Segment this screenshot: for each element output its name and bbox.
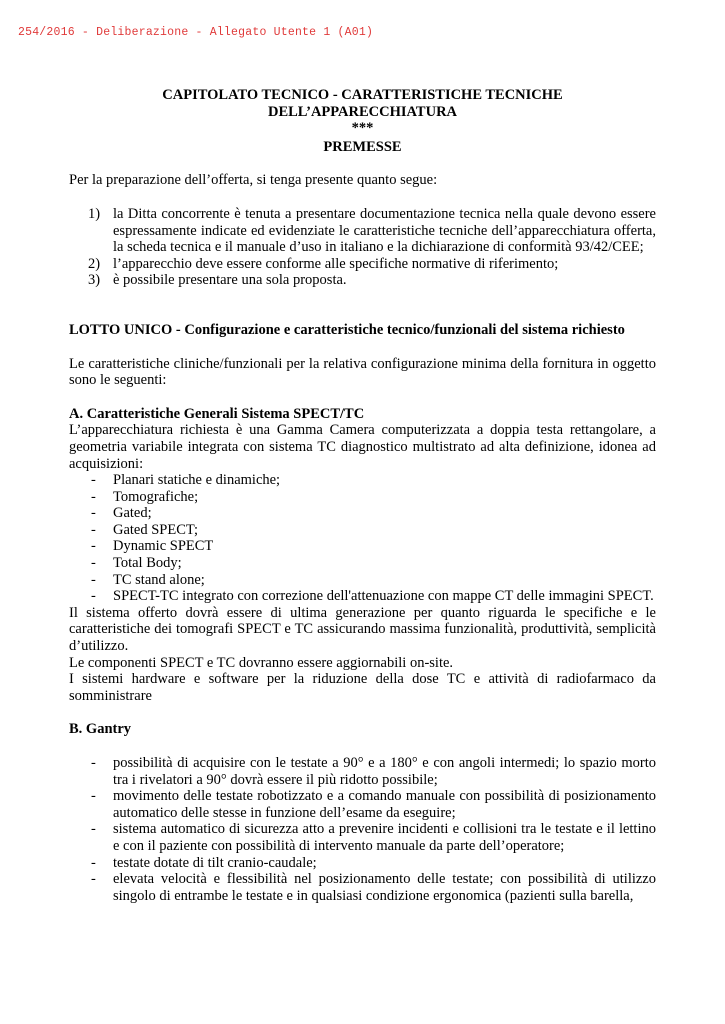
list-item-text: Planari statiche e dinamiche; — [113, 472, 281, 489]
list-item-text: SPECT-TC integrato con correzione dell'attenuazione con mappe CT delle immagini SPECT. — [113, 588, 654, 605]
list-item-text: TC stand alone; — [113, 571, 205, 588]
list-item: - SPECT-TC integrato con correzione dell'attenuazione con mappe CT delle immagini SPECT. — [91, 588, 654, 605]
header-stamp: 254/2016 - Deliberazione - Allegato Utente 1 (A01) — [18, 26, 374, 39]
item-text: la Ditta concorrente è tenuta a presentare documentazione tecnica nella quale devono essere espressamente indicate ed evidenziate le caratteristiche tecniche dell’apparecchiatura offerta, la scheda tecnica e il manuale d’uso in italiano e la dichiarazione di conformità 93/42/CEE; — [113, 205, 656, 256]
list-item: - elevata velocità e flessibilità nel posizionamento delle testate; con possibilità di utilizzo singolo di entrambe le testate e in qualsiasi condizione ergonomica (pazienti sulla barella, — [91, 871, 656, 904]
list-item-text: movimento delle testate robotizzato e a comando manuale con possibilità di posizionamento automatico delle stesse in funzione dell’esame da eseguire; — [113, 788, 656, 821]
list-item-text: Gated; — [113, 505, 152, 522]
list-item-text: Tomografiche; — [113, 488, 199, 505]
item-number: 3) — [88, 272, 101, 289]
lotto-heading: LOTTO UNICO - Configurazione e caratteristiche tecnico/funzionali del sistema richiesto — [69, 321, 625, 338]
document-title-line1: CAPITOLATO TECNICO - CARATTERISTICHE TECNICHE — [162, 87, 563, 103]
section-b-list — [69, 755, 656, 904]
list-item: - sistema automatico di sicurezza atto a prevenire incidenti e collisioni tra le testate e il lettino e con il paziente con possibilità di intervento manuale da parte dell’operatore; — [91, 821, 656, 854]
premesse-list — [69, 206, 656, 289]
list-item-text: Dynamic SPECT — [113, 538, 214, 555]
section-a-paragraph: I sistemi hardware e software per la riduzione della dose TC e attività di radiofarmaco da somministrare — [69, 671, 656, 704]
list-item: - Gated SPECT; — [91, 521, 198, 538]
list-item: - TC stand alone; — [91, 571, 205, 588]
section-a-paragraph: Il sistema offerto dovrà essere di ultima generazione per quanto riguarda le specifiche e le caratteristiche dei tomografi SPECT e TC assicurando massima funzionalità, produttività, semplicità d’utilizzo. — [69, 604, 656, 655]
section-a-paragraph: Le componenti SPECT e TC dovranno essere aggiornabili on-site. — [69, 654, 454, 671]
lotto-intro: Le caratteristiche cliniche/funzionali per la relativa configurazione minima della fornitura in oggetto sono le seguenti: — [69, 355, 656, 389]
list-item-text: Total Body; — [113, 555, 182, 572]
list-item: - Planari statiche e dinamiche; — [91, 472, 281, 489]
title-stars: *** — [351, 120, 374, 137]
item-text: è possibile presentare una sola proposta. — [113, 272, 347, 289]
item-text: l’apparecchio deve essere conforme alle specifiche normative di riferimento; — [113, 255, 559, 272]
document-page — [69, 87, 656, 904]
list-item: - movimento delle testate robotizzato e a comando manuale con possibilità di posizionamento automatico delle stesse in funzione dell’esame da eseguire; — [91, 788, 656, 821]
list-item-text: sistema automatico di sicurezza atto a prevenire incidenti e collisioni tra le testate e il lettino e con il paziente con possibilità di intervento manuale da parte dell’operatore; — [113, 821, 656, 854]
list-item: - possibilità di acquisire con le testate a 90° e a 180° e con angoli intermedi; lo spazio morto tra i rivelatori a 90° dovrà essere il più ridotto possibile; — [91, 755, 656, 788]
list-item-text: possibilità di acquisire con le testate a 90° e a 180° e con angoli intermedi; lo spazio morto tra i rivelatori a 90° dovrà essere il più ridotto possibile; — [113, 755, 656, 788]
premesse-intro: Per la preparazione dell’offerta, si tenga presente quanto segue: — [69, 172, 438, 189]
item-number: 2) — [88, 255, 101, 272]
premesse-heading: PREMESSE — [323, 138, 402, 155]
list-item: - Dynamic SPECT — [91, 538, 214, 555]
list-item-text: elevata velocità e flessibilità nel posizionamento delle testate; con possibilità di utilizzo singolo di entrambe le testate e in qualsiasi condizione ergonomica (pazienti sulla barella, — [113, 871, 656, 904]
item-number: 1) — [88, 205, 101, 222]
document-title-line2: DELL’APPARECCHIATURA — [267, 103, 458, 120]
section-a-intro: L’apparecchiatura richiesta è una Gamma Camera computerizzata a doppia testa rettangolare, a geometria variabile integrata con sistema TC diagnostico multistrato ad alta definizione, idonea ad acquisizioni: — [69, 422, 656, 472]
premesse-item — [69, 272, 656, 289]
list-item: - testate dotate di tilt cranio-caudale; — [91, 854, 317, 871]
section-a-heading: A. Caratteristiche Generali Sistema SPECT/TC — [69, 405, 365, 422]
premesse-item — [69, 256, 656, 273]
premesse-item — [69, 206, 656, 256]
list-item-text: Gated SPECT; — [113, 521, 198, 538]
list-item-text: testate dotate di tilt cranio-caudale; — [113, 854, 317, 871]
section-a-list — [69, 472, 656, 605]
list-item: - Tomografiche; — [91, 488, 199, 505]
list-item: - Total Body; — [91, 555, 182, 572]
list-item: - Gated; — [91, 505, 152, 522]
section-b-heading: B. Gantry — [69, 721, 132, 738]
